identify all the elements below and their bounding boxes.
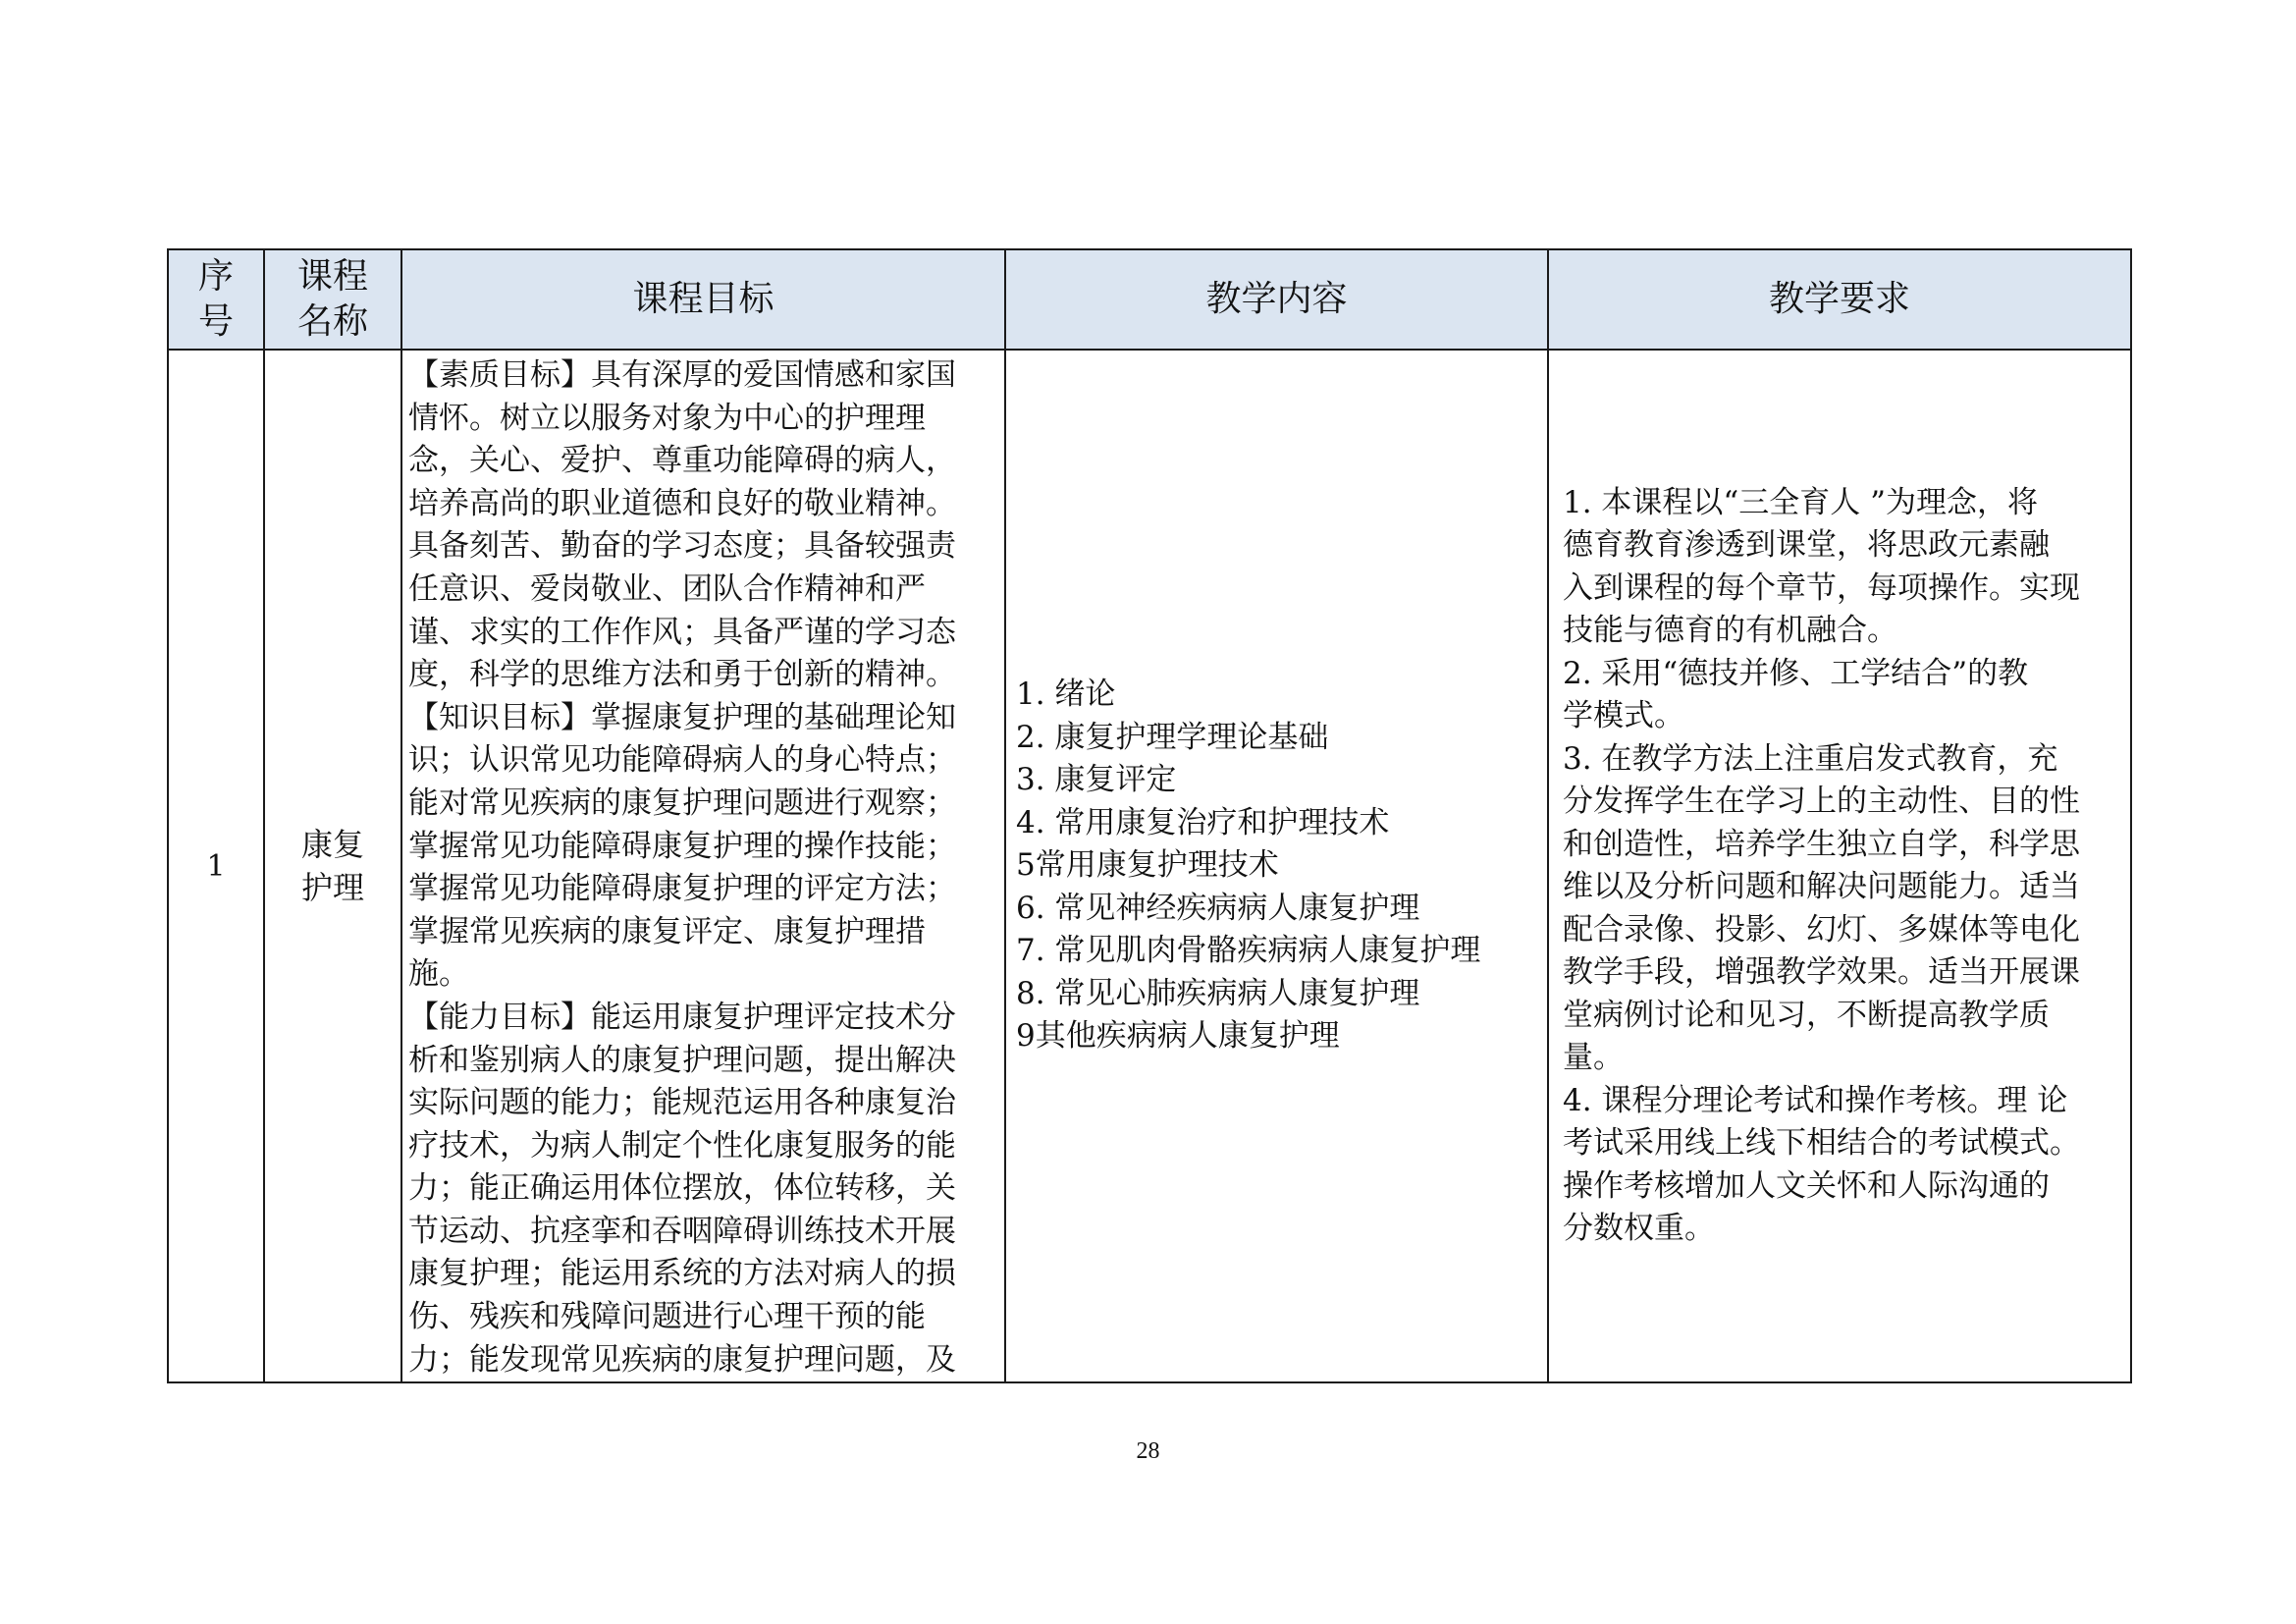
- header-course-name-line2: 名称: [296, 301, 368, 342]
- course-goal-line: 掌握常见疾病的康复评定、康复护理措: [408, 913, 926, 949]
- teaching-requirements-text: [1563, 482, 2116, 1251]
- requirement-line: 操作考核增加人文关怀和人际沟通的: [1563, 1167, 2050, 1204]
- row-serial-number: 1: [168, 350, 264, 1382]
- header-course-goals: 课程目标: [401, 249, 1005, 350]
- requirement-line: 维以及分析问题和解决问题能力。适当: [1563, 869, 2080, 905]
- requirement-line: 技能与德育的有机融合。: [1563, 613, 1897, 649]
- course-goal-line: 【能力目标】能运用康复护理评定技术分: [408, 999, 956, 1035]
- header-serial-number-line2: 号: [197, 301, 234, 342]
- row-teaching-content: [1005, 350, 1548, 1382]
- course-goal-line: 伤、残疾和残障问题进行心理干预的能: [408, 1299, 926, 1335]
- row-course-name-line1: 康复: [300, 826, 364, 864]
- requirement-line: 堂病例讨论和见习，不断提高教学质: [1563, 997, 2050, 1033]
- course-goal-line: 情怀。树立以服务对象为中心的护理理: [408, 400, 926, 436]
- teaching-content-list: [1016, 674, 1537, 1058]
- requirement-line: 1. 本课程以“三全育人 ”为理念，将: [1563, 484, 2038, 520]
- header-course-name: [264, 249, 401, 350]
- course-goal-line: 力；能正确运用体位摆放，体位转移，关: [408, 1170, 956, 1207]
- requirement-line: 配合录像、投影、幻灯、多媒体等电化: [1563, 911, 2080, 947]
- table-header-row: [168, 249, 2131, 350]
- course-goal-line: 施。: [408, 956, 469, 993]
- requirement-line: 教学手段，增强教学效果。适当开展课: [1563, 954, 2080, 991]
- requirement-line: 德育教育渗透到课堂，将思政元素融: [1563, 527, 2050, 564]
- requirement-line: 量。: [1563, 1040, 1624, 1076]
- requirement-line: 考试采用线上线下相结合的考试模式。: [1563, 1125, 2080, 1162]
- row-teaching-requirements: [1548, 350, 2131, 1382]
- course-goal-line: 【知识目标】掌握康复护理的基础理论知: [408, 699, 956, 735]
- course-goals-text: [408, 354, 998, 1381]
- course-goal-line: 【素质目标】具有深厚的爱国情感和家国: [408, 357, 956, 393]
- course-goal-line: 力；能发现常见疾病的康复护理问题，及: [408, 1341, 956, 1378]
- course-goal-line: 掌握常见功能障碍康复护理的评定方法；: [408, 871, 956, 907]
- list-item: 6. 常见神经疾病病人康复护理: [1016, 890, 1420, 926]
- table-row: [168, 350, 2131, 1382]
- requirement-line: 学模式。: [1563, 698, 1684, 734]
- list-item: 9其他疾病病人康复护理: [1016, 1018, 1340, 1055]
- course-goal-line: 培养高尚的职业道德和良好的敬业精神。: [408, 485, 956, 521]
- list-item: 5常用康复护理技术: [1016, 847, 1279, 884]
- requirement-line: 4. 课程分理论考试和操作考核。理 论: [1563, 1082, 2068, 1118]
- course-goal-line: 析和鉴别病人的康复护理问题，提出解决: [408, 1042, 956, 1078]
- list-item: 4. 常用康复治疗和护理技术: [1016, 804, 1390, 840]
- course-goal-line: 能对常见疾病的康复护理问题进行观察；: [408, 785, 956, 821]
- row-course-goals: [401, 350, 1005, 1382]
- course-goal-line: 念，关心、爱护、尊重功能障碍的病人，: [408, 443, 956, 479]
- list-item: 2. 康复护理学理论基础: [1016, 719, 1329, 755]
- course-goal-line: 疗技术，为病人制定个性化康复服务的能: [408, 1127, 956, 1164]
- requirement-line: 3. 在教学方法上注重启发式教育，充: [1563, 740, 2058, 777]
- requirement-line: 和创造性，培养学生独立自学，科学思: [1563, 826, 2080, 862]
- course-goal-line: 具备刻苦、勤奋的学习态度；具备较强责: [408, 528, 956, 565]
- page-number: 28: [1136, 1438, 1160, 1464]
- course-goal-line: 康复护理；能运用系统的方法对病人的损: [408, 1256, 956, 1292]
- list-item: 7. 常见肌肉骨骼疾病病人康复护理: [1016, 933, 1481, 969]
- header-serial-number: [168, 249, 264, 350]
- requirement-line: 入到课程的每个章节，每项操作。实现: [1563, 569, 2080, 606]
- list-item: 8. 常见心肺疾病病人康复护理: [1016, 975, 1420, 1011]
- requirement-line: 分发挥学生在学习上的主动性、目的性: [1563, 784, 2080, 820]
- requirement-line: 分数权重。: [1563, 1211, 1715, 1247]
- course-goal-line: 识；认识常见功能障碍病人的身心特点；: [408, 742, 956, 779]
- list-item: 1. 绪论: [1016, 677, 1116, 713]
- row-course-name: [264, 350, 401, 1382]
- course-goal-line: 任意识、爱岗敬业、团队合作精神和严: [408, 570, 926, 607]
- row-course-name-line2: 护理: [300, 869, 364, 907]
- course-goal-line: 实际问题的能力；能规范运用各种康复治: [408, 1085, 956, 1121]
- course-goal-line: 度，科学的思维方法和勇于创新的精神。: [408, 657, 956, 693]
- header-teaching-content: 教学内容: [1005, 249, 1548, 350]
- course-goal-line: 掌握常见功能障碍康复护理的操作技能；: [408, 828, 956, 864]
- course-table: [167, 248, 2132, 1383]
- requirement-line: 2. 采用“德技并修、工学结合”的教: [1563, 655, 2029, 691]
- header-course-name-line1: 课程: [296, 256, 368, 297]
- course-goal-line: 谨、求实的工作作风；具备严谨的学习态: [408, 614, 956, 650]
- course-goal-line: 节运动、抗痉挛和吞咽障碍训练技术开展: [408, 1213, 956, 1249]
- list-item: 3. 康复评定: [1016, 762, 1177, 798]
- header-teaching-requirements: 教学要求: [1548, 249, 2131, 350]
- header-serial-number-line1: 序: [197, 256, 234, 297]
